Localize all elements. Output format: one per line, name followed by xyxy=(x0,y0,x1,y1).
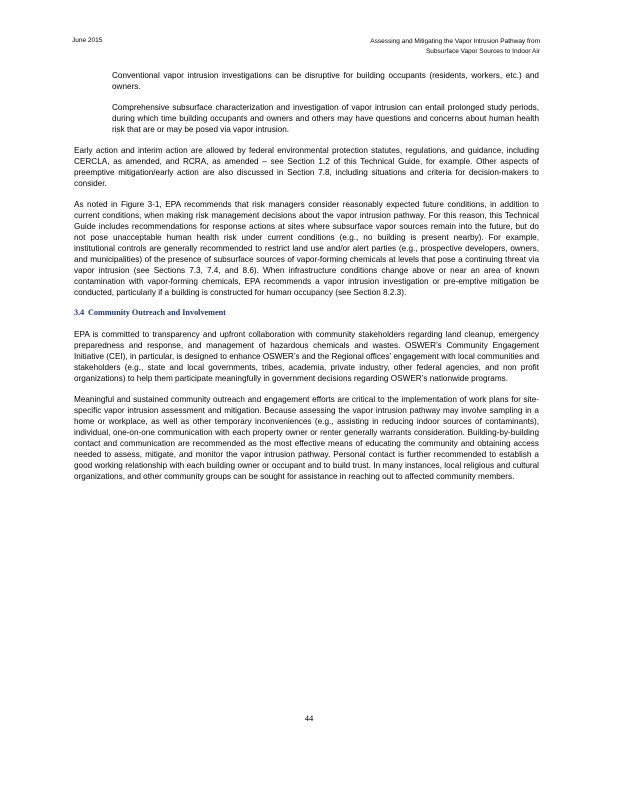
header-title-line1: Assessing and Mitigating the Vapor Intrusion Pathway from xyxy=(370,38,540,45)
bullet-marker xyxy=(90,102,112,135)
paragraph-future-conditions: As noted in Figure 3-1, EPA recommends that risk managers consider reasonably expected future conditions, in addition to current conditions, when making risk management decisions about the vapor intrusion pathway. For this reason, this Technical Guide includes recommendations for response actions at sites where subsurface vapor sources remain into the future, but do not pose unacceptable human health risk under current conditions (e.g., no building is present nearby). For example, institutional controls are generally recommended to restrict land use and/or alert parties (e.g., prospective developers, owners, and municipalities) of the presence of subsurface sources of vapor-forming chemicals at levels that pose a continuing threat via vapor intrusion (see Sections 7.3, 7.4, and 8.6). When infrastructure conditions change above or near an area of known contamination with vapor-forming chemicals, EPA recommends a vapor intrusion investigation or pre-emptive mitigation be conducted, particularly if a building is constructed for human occupancy (see Section 8.2.3). xyxy=(74,200,539,297)
body-content xyxy=(74,70,539,492)
page-number: 44 xyxy=(304,713,314,723)
paragraph-community-outreach: Meaningful and sustained community outreach and engagement efforts are critical to the implementation of work plans for site-specific vapor intrusion assessment and mitigation. Because assessing the vapor intrusion pathway may involve sampling in a home or workplace, as well as other temporary inconveniences (e.g., assisting in reducing indoor sources of contaminants), individual, one-on-one communication with each property owner or renter generally warrants consideration. Building-by-building contact and communication are recommended as the most effective means of educating the community and obtaining access needed to assess, mitigate, and monitor the vapor intrusion pathway. Personal contact is further recommended to establish a good working relationship with each building owner or occupant and to build trust. In many instances, local religious and cultural organizations, and other community groups can be sought for assistance in reaching out to affected community members. xyxy=(74,395,539,481)
bullet-item xyxy=(90,102,539,135)
header-date: June 2015 xyxy=(72,37,103,44)
bullet-text: Comprehensive subsurface characterization and investigation of vapor intrusion can entail prolonged study periods, during which time building occupants and owners and others may have questions and concerns about human health risk that are or may be posed via vapor intrusion. xyxy=(112,103,539,134)
bullet-text: Conventional vapor intrusion investigations can be disruptive for building occupants (residents, workers, etc.) and owners. xyxy=(112,71,539,91)
section-title: Community Outreach and Involvement xyxy=(88,308,226,317)
paragraph-early-action: Early action and interim action are allowed by federal environmental protection statutes, regulations, and guidance, including CERCLA, as amended, and RCRA, as amended – see Section 1.2 of this Technical Guide, for example. Other aspects of preemptive mitigation/early action are also discussed in Section 7.8, including situations and criteria for decision-makers to consider. xyxy=(74,146,539,188)
bullet-item xyxy=(90,70,539,92)
header-title-line2: Subsurface Vapor Sources to Indoor Air xyxy=(425,48,540,55)
section-heading xyxy=(74,308,539,317)
paragraph-epa-commitment: EPA is committed to transparency and upfront collaboration with community stakeholders regarding land cleanup, emergency preparedness and response, and management of hazardous chemicals and wastes. OSWER’s Community Engagement Initiative (CEI), in particular, is designed to enhance OSWER’s and the Regional offices’ engagement with local communities and stakeholders (e.g., state and local governments, tribes, academia, private industry, other federal agencies, and non profit organizations) to help them participate meaningfully in government decisions regarding OSWER’s nationwide programs. xyxy=(74,330,539,383)
bullet-marker xyxy=(90,70,112,92)
section-number: 3.4 xyxy=(74,308,85,317)
header-title xyxy=(280,37,540,57)
